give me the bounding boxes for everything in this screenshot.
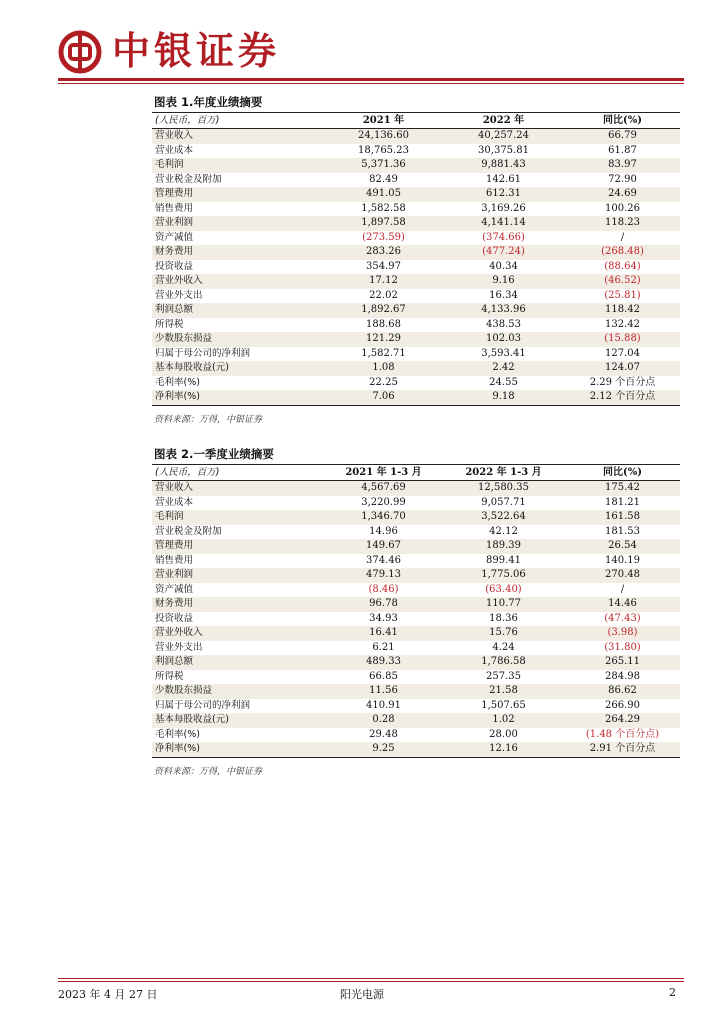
- table-cell: 612.31: [442, 187, 562, 202]
- table-cell: 438.53: [486, 318, 521, 330]
- table-row: [152, 289, 680, 304]
- table-row: [152, 361, 680, 376]
- table-row: [152, 670, 680, 685]
- table-cell: 12,580.35: [442, 481, 562, 496]
- table-cell: /: [620, 231, 625, 243]
- table-row: [152, 684, 680, 699]
- table-row: [152, 202, 680, 217]
- row-label: 销售费用: [155, 554, 194, 566]
- table-cell: (63.40): [485, 583, 522, 595]
- table1-header-unit: (人民币，百万): [152, 113, 322, 129]
- table-cell: 1,582.58: [361, 202, 406, 214]
- table-row: [152, 390, 680, 405]
- row-label: 利润总额: [152, 303, 322, 318]
- table-cell: 161.58: [562, 510, 680, 525]
- table-cell: (15.88): [562, 332, 680, 347]
- table-cell: 15.76: [442, 626, 562, 641]
- footer-date: 2023 年 4 月 27 日: [58, 988, 158, 1001]
- table-cell: 66.85: [369, 670, 398, 682]
- table-row: [152, 612, 680, 627]
- table-cell: 189.39: [442, 539, 562, 554]
- table-cell: 2.12 个百分点: [562, 390, 680, 405]
- table-row: [152, 260, 680, 275]
- table-cell: 16.34: [489, 289, 518, 301]
- table-row: [152, 641, 680, 656]
- table-cell: 140.19: [605, 554, 640, 566]
- table-cell: 491.05: [322, 187, 442, 202]
- table-cell: 86.62: [562, 684, 680, 699]
- row-label: 营业利润: [152, 568, 322, 583]
- table-cell: 83.97: [562, 158, 680, 173]
- row-label: 销售费用: [155, 202, 194, 214]
- table-cell: 479.13: [322, 568, 442, 583]
- page-header: [0, 0, 724, 90]
- header-rule: [58, 78, 684, 81]
- row-label: 财务费用: [152, 597, 322, 612]
- table-cell: 181.53: [605, 525, 640, 537]
- bank-of-china-logo-icon: [58, 30, 102, 74]
- table-cell: 2.29 个百分点: [589, 376, 656, 388]
- row-label: 营业外收入: [152, 274, 322, 289]
- row-label: 毛利润: [152, 158, 322, 173]
- row-label: 净利率(%): [152, 390, 322, 405]
- table-cell: 82.49: [369, 173, 398, 185]
- table-cell: 4.24: [492, 641, 515, 653]
- table-cell: 7.06: [322, 390, 442, 405]
- row-label: 投资收益: [155, 612, 194, 624]
- table-cell: (268.48): [562, 245, 680, 260]
- table-cell: 30,375.81: [478, 144, 529, 156]
- table-cell: 266.90: [605, 699, 640, 711]
- table2-header-row: [152, 465, 680, 481]
- row-label: 归属于母公司的净利润: [155, 347, 251, 359]
- table-cell: 118.23: [562, 216, 680, 231]
- table-cell: 270.48: [562, 568, 680, 583]
- table-cell: 11.56: [322, 684, 442, 699]
- table-cell: 61.87: [608, 144, 637, 156]
- row-label: 净利率(%): [152, 742, 322, 757]
- table-row: [152, 187, 680, 202]
- table-cell: 3,220.99: [361, 496, 406, 508]
- table-row: [152, 144, 680, 159]
- table-cell: 102.03: [442, 332, 562, 347]
- row-label: 营业成本: [155, 144, 194, 156]
- table-cell: 264.29: [562, 713, 680, 728]
- annual-results-table: [152, 113, 680, 406]
- table1-title: 图表 1.年度业绩摘要: [154, 95, 263, 109]
- table1-header-2021: 2021 年: [322, 113, 442, 129]
- table-cell: 18.36: [489, 612, 518, 624]
- table-cell: 40,257.24: [442, 129, 562, 144]
- table2-header-unit: (人民币，百万): [152, 465, 322, 481]
- row-label: 营业收入: [152, 129, 322, 144]
- table-cell: 24,136.60: [322, 129, 442, 144]
- table1-header-2022: 2022 年: [442, 113, 562, 129]
- table2-body: [152, 481, 680, 758]
- row-label: 少数股东损益: [152, 332, 322, 347]
- table-row: [152, 539, 680, 554]
- row-label: 基本每股收益(元): [152, 713, 322, 728]
- table-cell: (25.81): [604, 289, 641, 301]
- table-row: [152, 318, 680, 333]
- row-label: 毛利率(%): [155, 376, 200, 388]
- table-row: [152, 713, 680, 728]
- table-cell: 22.25: [369, 376, 398, 388]
- table-row: [152, 332, 680, 347]
- table-cell: 2.91 个百分点: [562, 742, 680, 757]
- q1-results-table: [152, 465, 680, 758]
- row-label: 所得税: [155, 318, 184, 330]
- table-cell: 6.21: [372, 641, 395, 653]
- table-cell: 72.90: [608, 173, 637, 185]
- table-row: [152, 525, 680, 540]
- table-cell: 2.42: [442, 361, 562, 376]
- table-cell: 96.78: [322, 597, 442, 612]
- table-cell: 14.96: [369, 525, 398, 537]
- table-row: [152, 626, 680, 641]
- row-label: 营业税金及附加: [155, 525, 222, 537]
- table-cell: 9.25: [322, 742, 442, 757]
- row-label: 基本每股收益(元): [152, 361, 322, 376]
- table-cell: (273.59): [362, 231, 405, 243]
- table-row: [152, 216, 680, 231]
- table-cell: 9.16: [442, 274, 562, 289]
- row-label: 管理费用: [152, 187, 322, 202]
- table2-section: [152, 444, 680, 777]
- table-cell: 1.02: [442, 713, 562, 728]
- table-cell: 66.79: [562, 129, 680, 144]
- table-cell: (1.48 个百分点): [585, 728, 660, 740]
- table-cell: 12.16: [442, 742, 562, 757]
- table-row: [152, 231, 680, 246]
- table-cell: 283.26: [322, 245, 442, 260]
- row-label: 资产减值: [155, 231, 194, 243]
- row-label: 毛利润: [152, 510, 322, 525]
- table-cell: 21.58: [442, 684, 562, 699]
- table-row: [152, 728, 680, 743]
- row-label: 营业成本: [155, 496, 194, 508]
- table-cell: 9.18: [442, 390, 562, 405]
- row-label: 财务费用: [152, 245, 322, 260]
- table-cell: 257.35: [486, 670, 521, 682]
- table-row: [152, 510, 680, 525]
- row-label: 归属于母公司的净利润: [155, 699, 251, 711]
- table-cell: 1,582.71: [361, 347, 406, 359]
- table-cell: 40.34: [489, 260, 518, 272]
- table-cell: 16.41: [322, 626, 442, 641]
- table-row: [152, 129, 680, 144]
- table2-title: 图表 2.一季度业绩摘要: [154, 447, 274, 461]
- row-label: 所得税: [155, 670, 184, 682]
- table-cell: 489.33: [322, 655, 442, 670]
- table2-header-2021q1: 2021 年 1-3 月: [322, 465, 442, 481]
- table-row: [152, 742, 680, 757]
- table-cell: 354.97: [366, 260, 401, 272]
- table-row: [152, 173, 680, 188]
- footer-rule-thin: [58, 981, 684, 982]
- table-cell: /: [620, 583, 625, 595]
- table1-header-row: [152, 113, 680, 129]
- table-row: [152, 303, 680, 318]
- table-cell: 188.68: [366, 318, 401, 330]
- table-cell: 124.07: [562, 361, 680, 376]
- table-cell: (31.80): [604, 641, 641, 653]
- row-label: 毛利率(%): [155, 728, 200, 740]
- row-label: 管理费用: [152, 539, 322, 554]
- table-cell: 22.02: [369, 289, 398, 301]
- table-row: [152, 554, 680, 569]
- table-cell: (8.46): [368, 583, 399, 595]
- row-label: 少数股东损益: [152, 684, 322, 699]
- table-cell: (46.52): [562, 274, 680, 289]
- table-row: [152, 496, 680, 511]
- table-cell: 1,346.70: [322, 510, 442, 525]
- table-row: [152, 376, 680, 391]
- table-cell: 127.04: [605, 347, 640, 359]
- table2-source: 资料来源：万得，中银证券: [154, 766, 263, 777]
- page-number: 2: [669, 986, 676, 999]
- row-label: 投资收益: [155, 260, 194, 272]
- table-cell: (47.43): [604, 612, 641, 624]
- table-cell: 24.55: [489, 376, 518, 388]
- header-rule-thin: [58, 83, 684, 84]
- table-cell: 181.21: [605, 496, 640, 508]
- table-cell: (3.98): [562, 626, 680, 641]
- table-cell: 284.98: [605, 670, 640, 682]
- row-label: 营业收入: [152, 481, 322, 496]
- table2-header-yoy: 同比(%): [562, 465, 680, 481]
- table-cell: (88.64): [604, 260, 641, 272]
- table-row: [152, 597, 680, 612]
- table-cell: 3,593.41: [481, 347, 526, 359]
- table-row: [152, 274, 680, 289]
- table-cell: 1.08: [322, 361, 442, 376]
- footer-rule: [58, 978, 684, 979]
- table-row: [152, 481, 680, 496]
- table-cell: 142.61: [486, 173, 521, 185]
- table-cell: 374.46: [366, 554, 401, 566]
- row-label: 营业外支出: [155, 641, 203, 653]
- table-cell: 1,507.65: [481, 699, 526, 711]
- table-cell: 28.00: [489, 728, 518, 740]
- table-cell: 4,141.14: [442, 216, 562, 231]
- row-label: 营业外收入: [152, 626, 322, 641]
- table-cell: 1,892.67: [322, 303, 442, 318]
- table-cell: 14.46: [562, 597, 680, 612]
- table-row: [152, 245, 680, 260]
- table-cell: 24.69: [562, 187, 680, 202]
- table1-header-yoy: 同比(%): [562, 113, 680, 129]
- table1-body: [152, 129, 680, 406]
- table-cell: 175.42: [562, 481, 680, 496]
- table-cell: 265.11: [562, 655, 680, 670]
- row-label: 营业税金及附加: [155, 173, 222, 185]
- row-label: 营业外支出: [155, 289, 203, 301]
- table-cell: 5,371.36: [322, 158, 442, 173]
- table-cell: 1,897.58: [322, 216, 442, 231]
- table-cell: 100.26: [605, 202, 640, 214]
- table-row: [152, 655, 680, 670]
- table-cell: (477.24): [442, 245, 562, 260]
- row-label: 资产减值: [155, 583, 194, 595]
- table-cell: 3,522.64: [442, 510, 562, 525]
- table2-header-2022q1: 2022 年 1-3 月: [442, 465, 562, 481]
- table-row: [152, 158, 680, 173]
- table-row: [152, 583, 680, 598]
- table-row: [152, 347, 680, 362]
- table-cell: 1,775.06: [442, 568, 562, 583]
- table-cell: 17.12: [322, 274, 442, 289]
- table-row: [152, 699, 680, 714]
- table-cell: 132.42: [605, 318, 640, 330]
- footer-company: 阳光电源: [340, 988, 384, 1001]
- table-cell: 42.12: [489, 525, 518, 537]
- table-cell: 110.77: [442, 597, 562, 612]
- table1-source: 资料来源：万得，中银证券: [154, 414, 263, 425]
- brand-name: 中银证券: [112, 29, 281, 73]
- table-cell: 9,881.43: [442, 158, 562, 173]
- table-row: [152, 568, 680, 583]
- row-label: 营业利润: [152, 216, 322, 231]
- table-cell: 149.67: [322, 539, 442, 554]
- table-cell: 410.91: [366, 699, 401, 711]
- table-cell: 34.93: [369, 612, 398, 624]
- table-cell: 0.28: [322, 713, 442, 728]
- table-cell: 4,133.96: [442, 303, 562, 318]
- table-cell: 26.54: [562, 539, 680, 554]
- table-cell: 118.42: [562, 303, 680, 318]
- table-cell: 18,765.23: [358, 144, 409, 156]
- table-cell: 1,786.58: [442, 655, 562, 670]
- table-cell: 9,057.71: [481, 496, 526, 508]
- table-cell: 3,169.26: [481, 202, 526, 214]
- table1-section: [152, 92, 680, 425]
- table-cell: 29.48: [369, 728, 398, 740]
- table-cell: 4,567.69: [322, 481, 442, 496]
- table-cell: (374.66): [482, 231, 525, 243]
- row-label: 利润总额: [152, 655, 322, 670]
- table-cell: 121.29: [322, 332, 442, 347]
- table-cell: 899.41: [486, 554, 521, 566]
